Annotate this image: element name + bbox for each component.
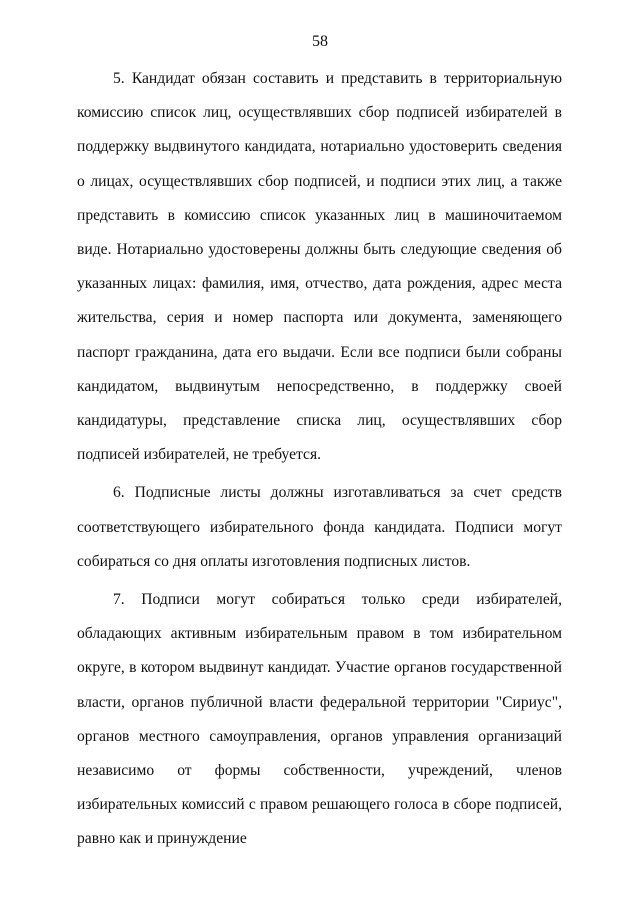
paragraph-6: 6. Подписные листы должны изготавливаться за счет средств соответствующего избирательного фонда кандидата. Подписи могут собираться со дня оплаты изготовления подписных листов. [77, 484, 562, 570]
paragraph-7: 7. Подписи могут собираться только среди избирателей, обладающих активным избирательным правом в том избирательном округе, в котором выдвинут кандидат. Участие органов государственной власти, органов публичной власти федеральной территории "Сириус", органов местного самоуправления, органов управления организаций независимо от формы собственности, учреждений, членов избирательных комиссий с правом решающего голоса в сборе подписей, равно как и принуждение [77, 591, 562, 848]
paragraph-5: 5. Кандидат обязан составить и представить в территориальную комиссию список лиц, осуществлявших сбор подписей избирателей в поддержку выдвинутого кандидата, нотариально удостоверить сведения о лицах, осуществлявших сбор подписей, и подписи этих лиц, а также представить в комиссию список указанных лиц в машиночитаемом виде. Нотариально удостоверены должны быть следующие сведения об указанных лицах: фамилия, имя, отчество, дата рождения, адрес места жительства, серия и номер паспорта или документа, заменяющего паспорт гражданина, дата его выдачи. Если все подписи были собраны кандидатом, выдвинутым непосредственно, в поддержку своей кандидатуры, представление списка лиц, осуществлявших сбор подписей избирателей, не требуется. [77, 70, 562, 464]
page-number: 58 [312, 33, 328, 50]
document-body [77, 62, 562, 857]
